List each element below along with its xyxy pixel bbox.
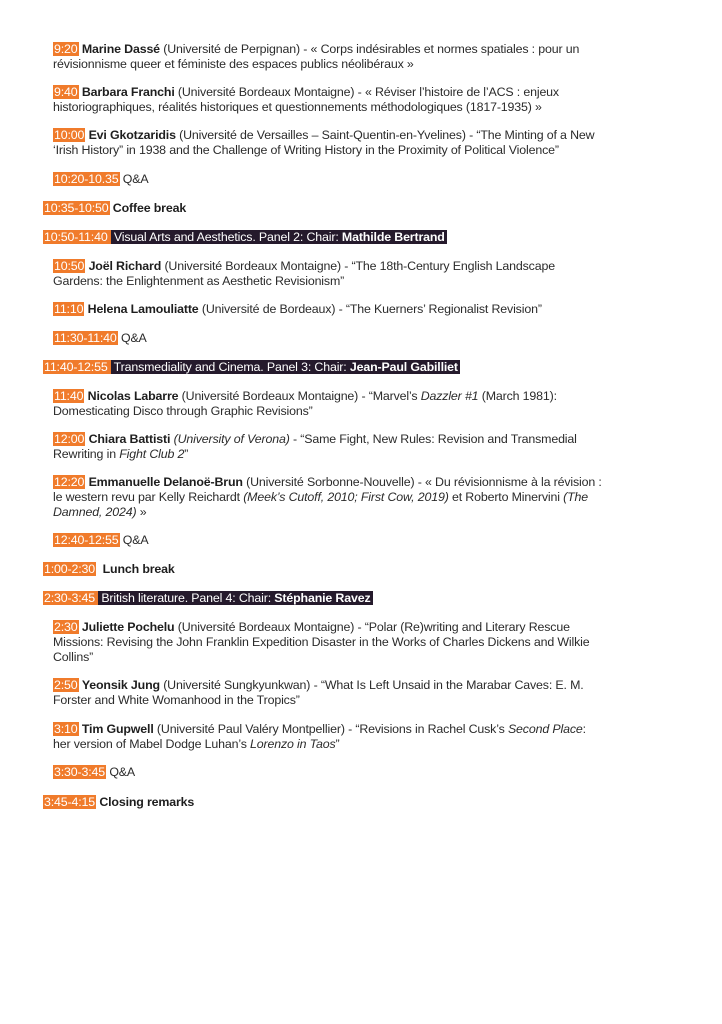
coffee-break-row (43, 201, 186, 216)
talk-title: (March 1981): (478, 389, 557, 403)
talk-title-cont: le western revu par Kelly Reichardt (53, 490, 244, 504)
time-badge: 2:30 (54, 620, 78, 634)
talk-title: - “The 18th-Century English Landscape (340, 259, 555, 273)
talk-title: - “Marvel’s (358, 389, 421, 403)
talk-title-cont: Collins” (53, 650, 94, 664)
work-title: Dazzler #1 (420, 389, 479, 403)
talk-title: - « Corps indésirables et normes spatiales : pour un (299, 42, 580, 56)
time-badge: 11:10 (54, 302, 84, 316)
talk-entry (53, 302, 688, 317)
time-badge: 12:20 (54, 475, 85, 489)
work-title: Lorenzo in Taos (250, 737, 336, 751)
talk-title-cont: Rewriting in (53, 447, 120, 461)
affiliation: (Université de Bordeaux) (201, 302, 336, 316)
time-badge: 11:40-12:55 (43, 360, 111, 374)
qa-label: Q&A (122, 533, 149, 547)
speaker-name: Marine Dassé (81, 42, 160, 56)
talk-title: - “What Is Left Unsaid in the Marabar Caves: E. M. (310, 678, 584, 692)
break-label: Lunch break (102, 562, 175, 576)
talk-title-cont: ” (184, 447, 189, 461)
talk-title: - “Same Fight, New Rules: Revision and Transmedial (289, 432, 577, 446)
speaker-name: Chiara Battisti (88, 432, 171, 446)
break-label: Coffee break (112, 201, 187, 215)
qa-entry (53, 533, 149, 548)
qa-entry (53, 331, 147, 346)
affiliation: (Université de Versailles – Saint-Quentin-en-Yvelines) (179, 128, 466, 142)
panel-label: Transmediality and Cinema. Panel 3: Chair: (113, 360, 347, 374)
panel-chair: Stéphanie Ravez (274, 591, 371, 605)
speaker-name: Nicolas Labarre (87, 389, 179, 403)
time-badge: 1:00-2:30 (44, 562, 96, 576)
talk-entry (53, 128, 688, 158)
affiliation: (Université Sungkyunkwan) (163, 678, 311, 692)
panel-header (43, 360, 460, 375)
panel-chair: Jean-Paul Gabilliet (349, 360, 458, 374)
time-badge: 3:45-4:15 (44, 795, 96, 809)
speaker-name: Joël Richard (88, 259, 162, 273)
time-badge: 10:20-10.35 (54, 172, 119, 186)
talk-title-cont: ” (335, 737, 340, 751)
speaker-name: Yeonsik Jung (81, 678, 160, 692)
work-title: Damned, 2024) (53, 505, 137, 519)
panel-chair: Mathilde Bertrand (341, 230, 445, 244)
time-badge: 11:40 (54, 389, 84, 403)
work-title: (Meek’s Cutoff, 2010; First Cow, 2019) (243, 490, 449, 504)
time-badge: 11:30-11:40 (54, 331, 117, 345)
affiliation: (University of Verona) (173, 432, 290, 446)
talk-title-cont: Missions: Revising the John Franklin Expedition Disaster in the Works of Charles Dickens and Wilkie (53, 635, 590, 649)
speaker-name: Barbara Franchi (81, 85, 175, 99)
talk-entry (53, 85, 688, 115)
time-badge: 12:00 (54, 432, 85, 446)
lunch-break-row (43, 562, 175, 577)
affiliation: (Université Bordeaux Montaigne) (177, 620, 355, 634)
talk-title-cont: Gardens: the Enlightenment as Aesthetic Revisionism” (53, 274, 345, 288)
qa-entry (53, 172, 149, 187)
time-badge: 2:30-3:45 (43, 591, 98, 605)
talk-entry (53, 42, 688, 72)
time-badge: 12:40-12:55 (54, 533, 119, 547)
speaker-name: Evi Gkotzaridis (88, 128, 176, 142)
closing-label: Closing remarks (99, 795, 195, 809)
affiliation: (Université Sorbonne-Nouvelle) (246, 475, 415, 489)
talk-entry (53, 432, 688, 462)
talk-title: - “The Minting of a New (465, 128, 595, 142)
affiliation: (Université de Perpignan) (163, 42, 300, 56)
talk-entry (53, 259, 688, 289)
talk-title: - « Du révisionnisme à la révision : (414, 475, 602, 489)
time-badge: 10:35-10:50 (44, 201, 109, 215)
affiliation: (Université Bordeaux Montaigne) (164, 259, 341, 273)
qa-label: Q&A (109, 765, 136, 779)
talk-title-cont: historiographiques, réalités historiques et questionnements méthodologiques (1817-1935) » (53, 100, 542, 114)
panel-label: Visual Arts and Aesthetics. Panel 2: Chair: (113, 230, 339, 244)
talk-entry (53, 678, 688, 708)
qa-label: Q&A (122, 172, 149, 186)
talk-entry (53, 620, 688, 665)
talk-title-cont: » (136, 505, 147, 519)
affiliation: (Université Paul Valéry Montpellier) (156, 722, 345, 736)
work-title: Fight Club 2 (119, 447, 185, 461)
talk-title-cont: ‘Irish History” in 1938 and the Challenge of Writing History in the Proximity of Political Violence” (53, 143, 559, 157)
affiliation: (Université Bordeaux Montaigne) (177, 85, 355, 99)
affiliation: (Université Bordeaux Montaigne) (181, 389, 359, 403)
talk-title: - « Réviser l’histoire de l’ACS : enjeux (354, 85, 559, 99)
time-badge: 3:10 (54, 722, 78, 736)
time-badge: 2:50 (54, 678, 78, 692)
time-badge: 10:00 (54, 128, 85, 142)
speaker-name: Tim Gupwell (81, 722, 154, 736)
time-badge: 9:20 (54, 42, 78, 56)
talk-title: : (582, 722, 586, 736)
talk-title-cont: et Roberto Minervini (448, 490, 564, 504)
panel-header (43, 230, 447, 245)
panel-label: British literature. Panel 4: Chair: (101, 591, 271, 605)
speaker-name: Helena Lamouliatte (87, 302, 199, 316)
talk-title-cont: Domesticating Disco through Graphic Revisions” (53, 404, 313, 418)
talk-entry (53, 475, 688, 520)
time-badge: 9:40 (54, 85, 78, 99)
qa-entry (53, 765, 135, 780)
time-badge: 10:50 (54, 259, 85, 273)
qa-label: Q&A (120, 331, 147, 345)
panel-header (43, 591, 373, 606)
work-title: Second Place (507, 722, 583, 736)
talk-title-cont: révisionnisme queer et féministe des espaces publics néolibéraux » (53, 57, 414, 71)
talk-title-cont: her version of Mabel Dodge Luhan’s (53, 737, 251, 751)
speaker-name: Emmanuelle Delanoë-Brun (88, 475, 243, 489)
speaker-name: Juliette Pochelu (81, 620, 175, 634)
talk-entry (53, 722, 688, 752)
work-title: (The (563, 490, 589, 504)
talk-title: - “Polar (Re)writing and Literary Rescue (354, 620, 570, 634)
time-badge: 10:50-11:40 (43, 230, 111, 244)
talk-entry (53, 389, 688, 419)
closing-row (43, 795, 194, 810)
talk-title-cont: Forster and White Womanhood in the Tropics” (53, 693, 300, 707)
time-badge: 3:30-3:45 (54, 765, 106, 779)
talk-title: - “Revisions in Rachel Cusk’s (344, 722, 508, 736)
talk-title: - “The Kuerners’ Regionalist Revision” (335, 302, 542, 316)
